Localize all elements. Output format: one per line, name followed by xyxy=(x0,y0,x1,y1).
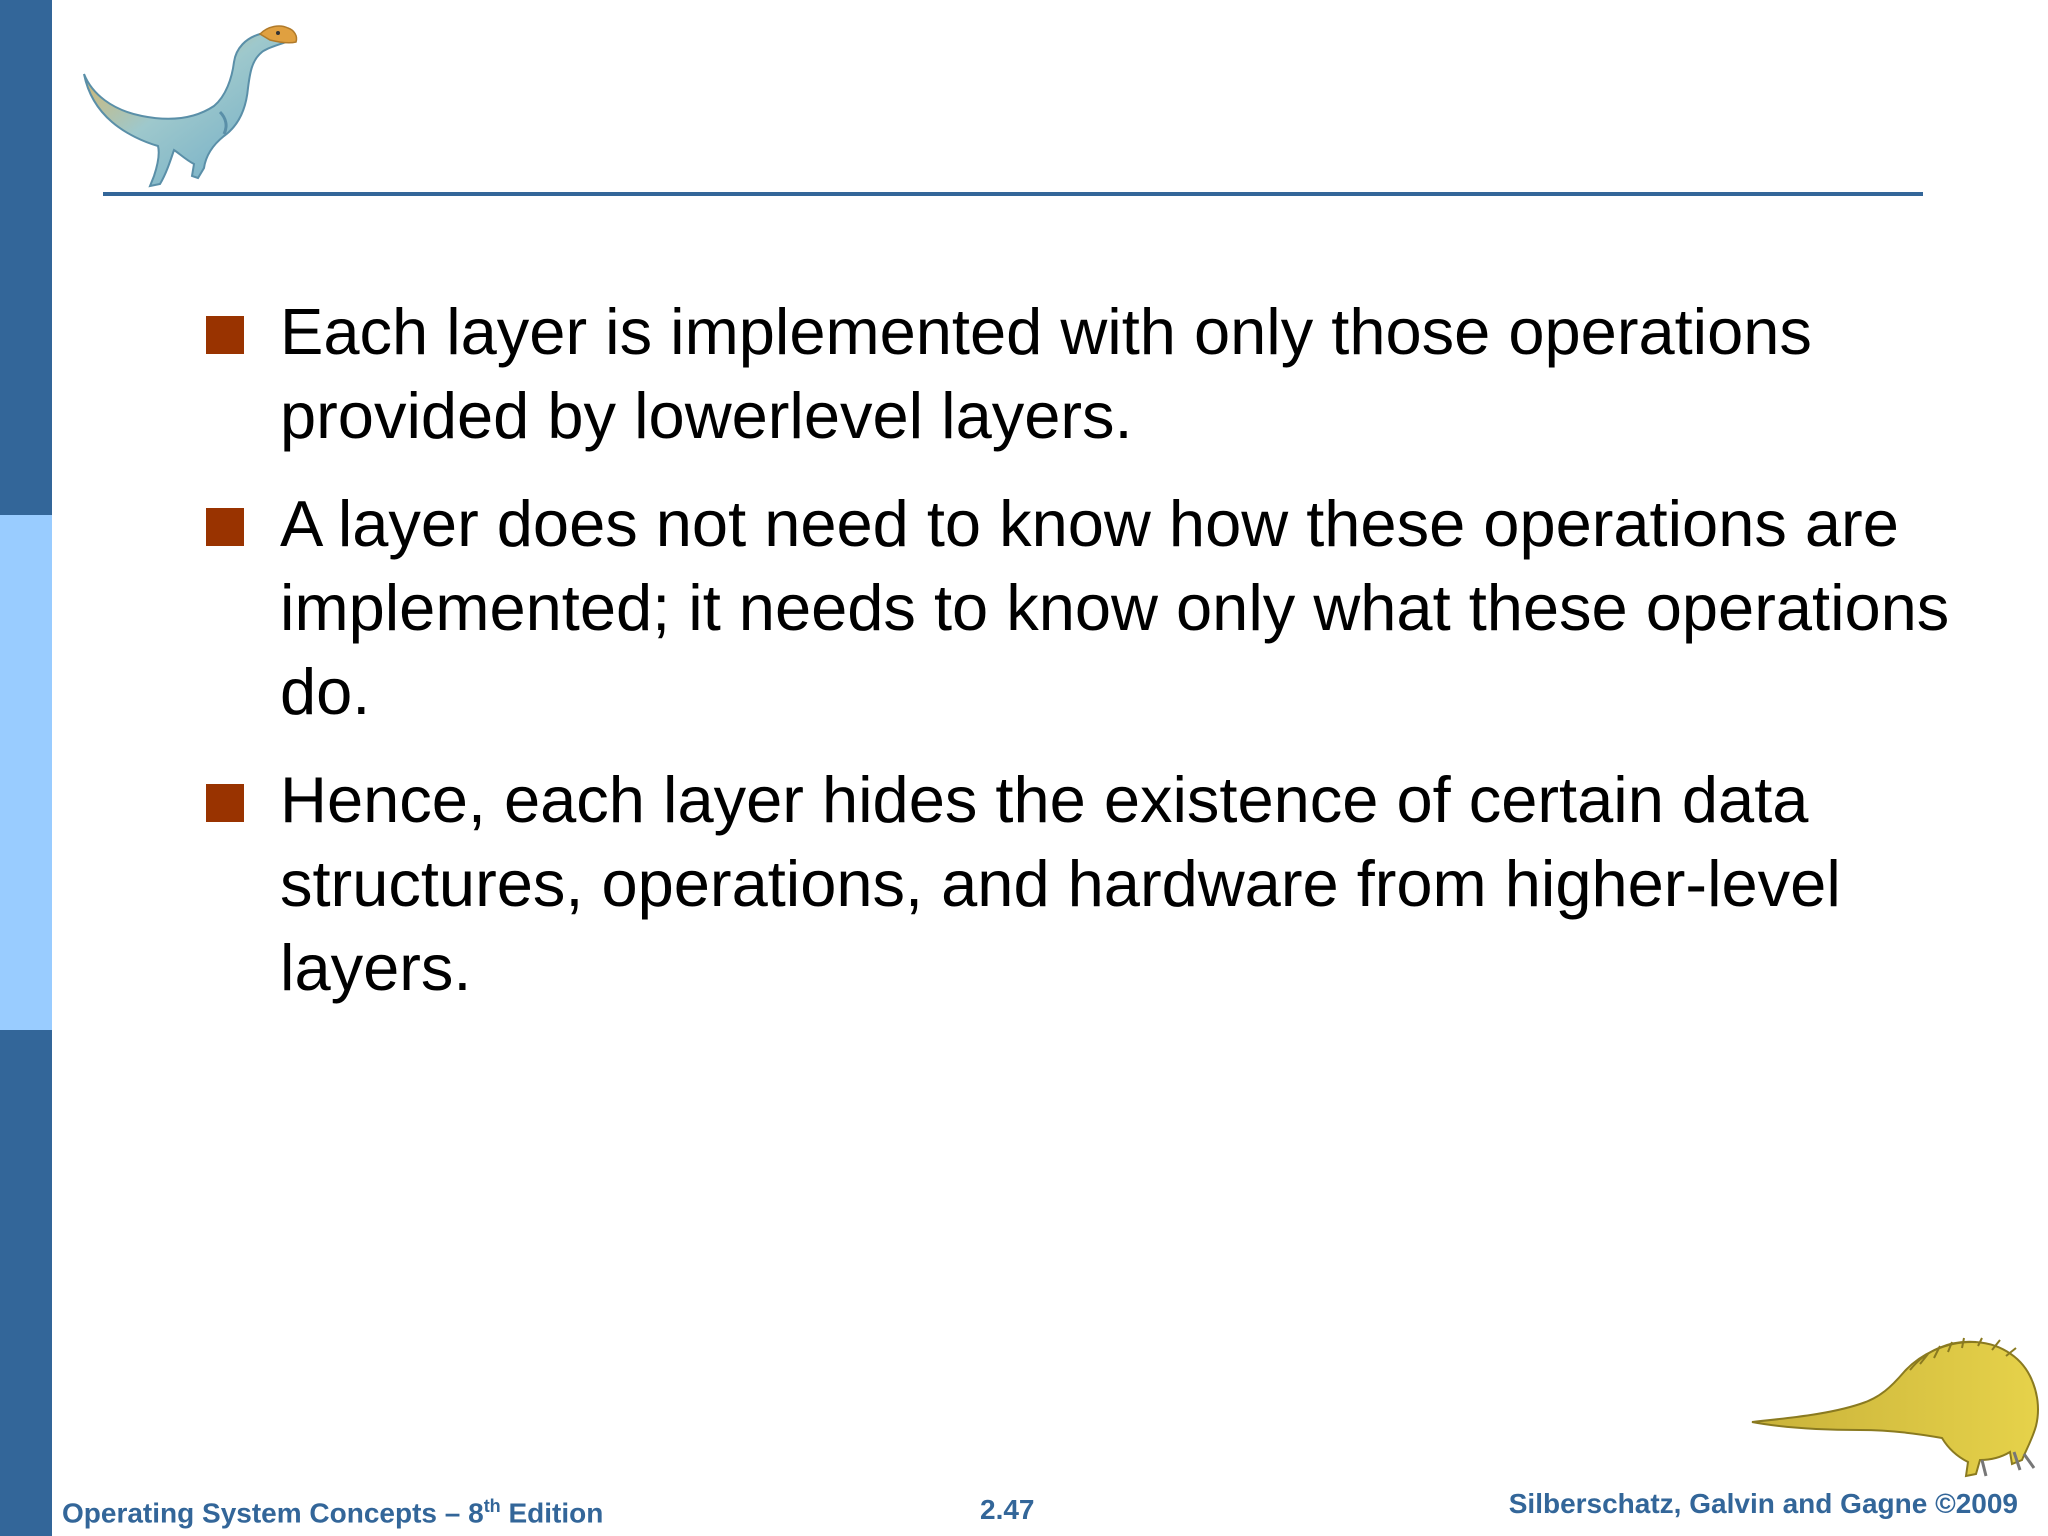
bullet-item xyxy=(206,758,2006,1010)
sidebar-band-top xyxy=(0,0,52,515)
bullet-text: Hence, each layer hides the existence of certain data structures, operations, and hardware from higher-level layers. xyxy=(280,763,1841,1004)
sidebar-band-middle xyxy=(0,515,52,1030)
footer-copyright: Silberschatz, Galvin and Gagne ©2009 xyxy=(1508,1488,2018,1519)
bullet-item xyxy=(206,482,2006,734)
square-bullet-icon xyxy=(206,784,244,822)
dinosaur-icon xyxy=(74,14,314,194)
slide-number: 2.47 xyxy=(980,1494,1035,1525)
sidebar-band-bottom xyxy=(0,1030,52,1536)
bullet-text: A layer does not need to know how these operations are implemented; it needs to know only what these operations do. xyxy=(280,487,1950,728)
title-divider xyxy=(103,192,1923,196)
bullet-text: Each layer is implemented with only those operations provided by lowerlevel layers. xyxy=(280,295,1812,452)
bullet-item xyxy=(206,290,2006,458)
footer-book-title: Operating System Concepts – 8th Edition xyxy=(62,1496,604,1529)
bullet-list xyxy=(206,290,2006,1034)
dinosaur-icon xyxy=(1750,1330,2046,1480)
square-bullet-icon xyxy=(206,316,244,354)
square-bullet-icon xyxy=(206,508,244,546)
